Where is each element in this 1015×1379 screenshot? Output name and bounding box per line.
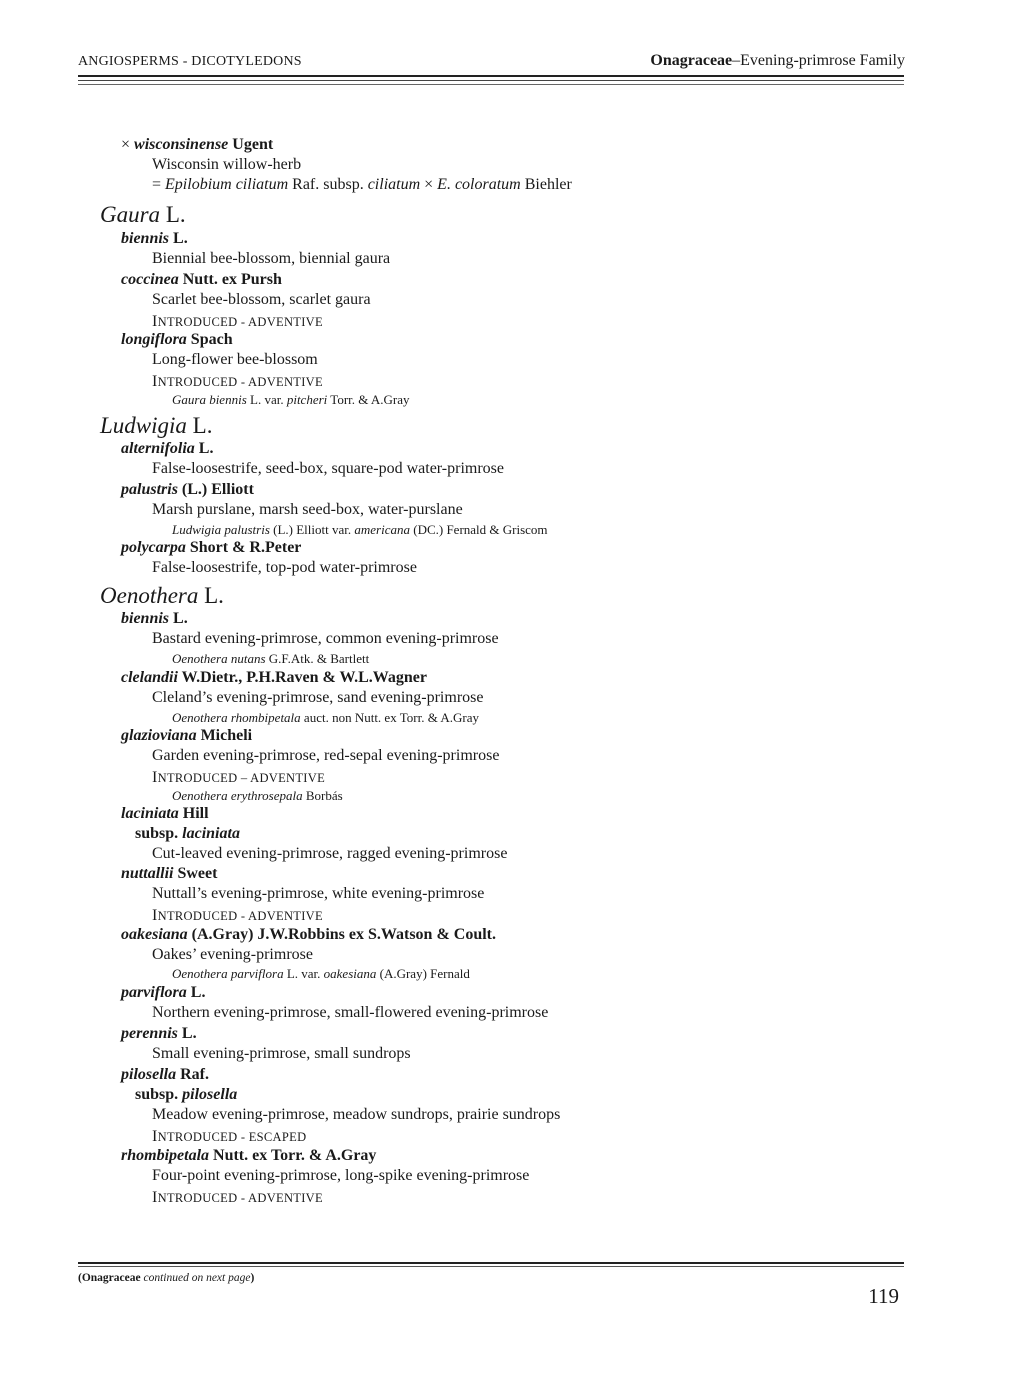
authority: Nutt. ex Pursh [178,271,282,288]
status-initial: I [152,769,158,786]
subspecies-name [135,1086,237,1104]
common-name: Biennial bee-blossom, biennial gaura [152,250,391,267]
running-head-family: Onagraceae [650,52,733,69]
status-rest: NTRODUCED – ADVENTIVE [157,771,326,785]
species-name [121,331,233,349]
species-name [121,1066,209,1084]
header-rule [78,75,904,77]
species-name [121,727,252,745]
synonym-part: Borbás [302,788,343,803]
species-name [121,1147,376,1165]
genus-authority: L. [160,202,186,227]
genus-heading [100,202,186,228]
species-name [121,481,254,499]
header-rule [78,84,904,85]
authority: Raf. [176,1066,209,1083]
authority: (A.Gray) J.W.Robbins ex S.Watson & Coult. [187,926,497,943]
epithet: glazioviana [121,727,197,744]
genus-name: Ludwigia [100,413,187,438]
epithet: clelandii [121,669,178,686]
page-number: 119 [868,1284,899,1308]
synonym-part: L. var. [246,392,287,407]
parentage-part: ciliatum [367,176,421,193]
running-head-right [650,52,905,70]
status-label [152,769,325,787]
footer-rule [78,1266,904,1267]
species-name [121,984,205,1002]
epithet: longiflora [121,331,187,348]
epithet: nuttallii [121,865,174,882]
epithet: laciniata [121,805,179,822]
status-label [152,373,323,391]
authority: Sweet [173,865,218,882]
authority: Short & R.Peter [185,539,302,556]
common-name: Nuttall’s evening-primrose, white evening-primrose [152,885,485,902]
species-name [121,865,217,883]
genus-name: Gaura [100,202,161,227]
common-name: Marsh purslane, marsh seed-box, water-purslane [152,501,463,518]
common-name: Northern evening-primrose, small-flowered evening-primrose [152,1004,549,1021]
authority: L. [169,230,188,247]
taxon-name [121,136,273,154]
hybrid-mark: × [121,136,131,153]
synonym-part: Oenothera rhombipetala [172,710,301,725]
subspecies-name [135,825,240,843]
synonym-part: L. var. [283,966,324,981]
species-name [121,539,301,557]
parentage [152,176,572,194]
species-name [121,669,427,687]
epithet: polycarpa [121,539,186,556]
continuation-note [78,1272,254,1284]
authority: Hill [178,805,209,822]
species-name [121,1025,197,1043]
species-name [121,610,188,628]
epithet: alternifolia [121,440,195,457]
status-label [152,907,323,925]
epithet: coccinea [121,271,179,288]
status-initial: I [152,1189,158,1206]
synonym [172,522,548,538]
common-name: Oakes’ evening-primrose [152,946,313,963]
epithet: biennis [121,610,170,627]
common-name: Garden evening-primrose, red-sepal evening-primrose [152,747,500,764]
running-head-family-rest: –Evening-primrose Family [732,52,905,69]
synonym-part: Oenothera erythrosepala [172,788,303,803]
genus-name: Oenothera [100,583,199,608]
status-label [152,1128,306,1146]
common-name: Bastard evening-primrose, common evening-primrose [152,630,499,647]
synonym [172,651,369,667]
authority: Spach [186,331,233,348]
status-label [152,313,323,331]
note-part: ) [250,1272,255,1284]
status-initial: I [152,373,158,390]
synonym-part: (A.Gray) Fernald [376,966,470,981]
synonym [172,966,470,982]
status-label [152,1189,323,1207]
synonym-part: (L.) Elliott var. [269,522,355,537]
synonym-part: Ludwigia palustris [172,522,270,537]
epithet: biennis [121,230,170,247]
epithet: parviflora [121,984,187,1001]
status-rest: NTRODUCED - ADVENTIVE [157,375,323,389]
species-name [121,271,282,289]
footer-rule [78,1262,904,1264]
status-rest: NTRODUCED - ADVENTIVE [157,315,323,329]
genus-authority: L. [186,413,213,438]
epithet: palustris [121,481,178,498]
common-name: Meadow evening-primrose, meadow sundrops, prairie sundrops [152,1106,561,1123]
synonym-part: (DC.) Fernald & Griscom [409,522,548,537]
common-name: Cleland’s evening-primrose, sand evening-primrose [152,689,484,706]
authority: L. [177,1025,197,1042]
rank-label: subsp. [135,1086,183,1103]
status-initial: I [152,1128,158,1145]
status-initial: I [152,907,158,924]
species-name [121,440,213,458]
status-rest: NTRODUCED - ADVENTIVE [157,909,323,923]
epithet: pilosella [182,1086,238,1103]
authority: (L.) Elliott [177,481,254,498]
epithet: laciniata [182,825,240,842]
common-name: Four-point evening-primrose, long-spike evening-primrose [152,1167,530,1184]
synonym [172,710,479,726]
synonym [172,392,410,408]
parentage-part: = [152,176,166,193]
species-name [121,805,209,823]
synonym-part: G.F.Atk. & Bartlett [265,651,370,666]
header-rule [78,80,904,81]
species-name [121,926,496,944]
status-initial: I [152,313,158,330]
synonym-part: pitcheri [286,392,328,407]
authority: Micheli [196,727,253,744]
status-rest: NTRODUCED - ADVENTIVE [157,1191,323,1205]
parentage-part: Biehler [520,176,572,193]
epithet: perennis [121,1025,178,1042]
rank-label: subsp. [135,825,183,842]
authority: L. [194,440,214,457]
synonym-part: americana [354,522,410,537]
note-part: continued on next page [140,1272,251,1284]
synonym [172,788,343,804]
epithet: wisconsinense [134,136,229,153]
common-name: Scarlet bee-blossom, scarlet gaura [152,291,371,308]
authority: Ugent [232,136,274,153]
authority: L. [186,984,206,1001]
synonym-part: auct. non Nutt. ex Torr. & A.Gray [300,710,479,725]
synonym-part: Gaura biennis [172,392,247,407]
note-family: Onagraceae [81,1272,141,1284]
epithet: oakesiana [121,926,188,943]
authority: Nutt. ex Torr. & A.Gray [209,1147,377,1164]
parentage-part: E. coloratum [437,176,521,193]
common-name: Wisconsin willow-herb [152,156,302,173]
synonym-part: Oenothera nutans [172,651,266,666]
synonym-part: oakesiana [323,966,377,981]
common-name: Small evening-primrose, small sundrops [152,1045,411,1062]
common-name: False-loosestrife, seed-box, square-pod water-primrose [152,460,505,477]
parentage-part: × [420,176,438,193]
epithet: rhombipetala [121,1147,210,1164]
authority: L. [169,610,188,627]
common-name: Long-flower bee-blossom [152,351,318,368]
parentage-part: Raf. subsp. [288,176,368,193]
status-rest: NTRODUCED - ESCAPED [157,1130,307,1144]
running-head-left: ANGIOSPERMS - DICOTYLEDONS [78,54,302,69]
authority: W.Dietr., P.H.Raven & W.L.Wagner [177,669,427,686]
epithet: pilosella [121,1066,177,1083]
genus-heading [100,583,224,609]
common-name: Cut-leaved evening-primrose, ragged evening-primrose [152,845,508,862]
genus-heading [100,413,212,439]
species-name [121,230,188,248]
common-name: False-loosestrife, top-pod water-primrose [152,559,417,576]
parentage-part: Epilobium ciliatum [165,176,289,193]
genus-authority: L. [198,583,224,608]
synonym-part: Oenothera parviflora [172,966,284,981]
synonym-part: Torr. & A.Gray [327,392,410,407]
note-part: ( [78,1272,82,1284]
